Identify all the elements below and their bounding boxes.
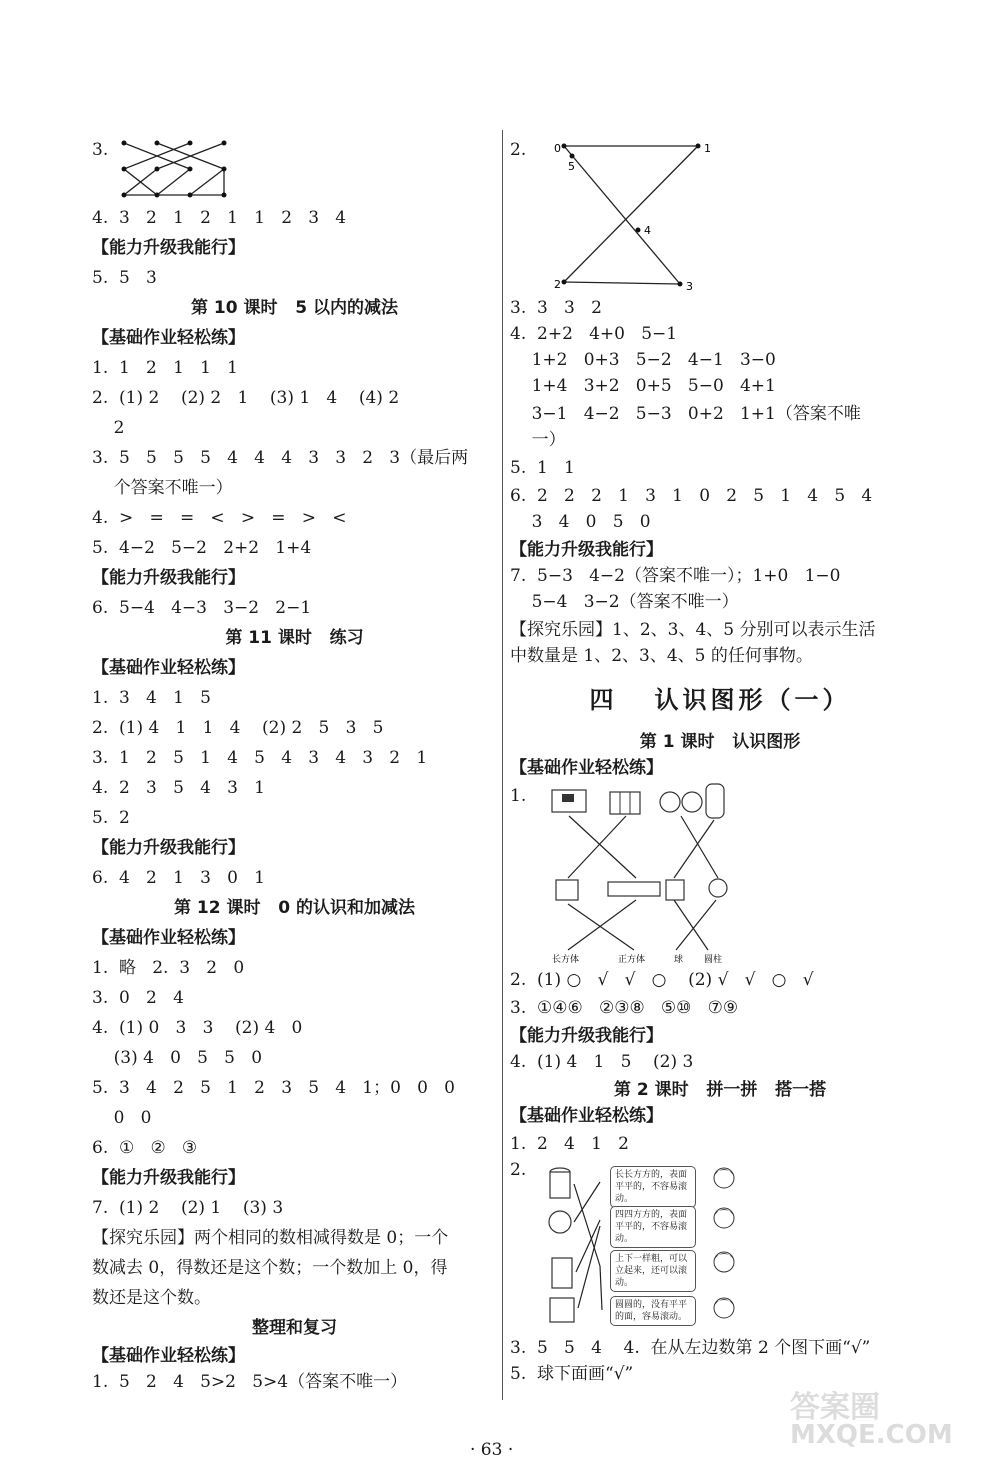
label-cube: 正方体 <box>618 955 646 965</box>
explore-line-2: 数减去 0，得数还是这个数；一个数加上 0，得 <box>92 1258 448 1278</box>
explore-line-1: 【探究乐园】两个相同的数相减得数是 0；一个 <box>92 1228 449 1248</box>
section-basic: 【基础作业轻松练】 <box>510 758 663 778</box>
answer-5: 5. 3 4 2 5 1 2 3 5 4 1；0 0 0 <box>92 1078 455 1098</box>
section-ability: 【能力升级我能行】 <box>92 568 245 588</box>
answer-4: 4. 3 2 1 2 1 1 2 3 4 <box>92 208 347 228</box>
answer-4-cont: (3) 4 0 5 5 0 <box>92 1048 263 1068</box>
explore-line-2: 中数量是 1、2、3、4、5 的任何事物。 <box>510 646 813 666</box>
point-label: 2 <box>554 278 561 291</box>
lesson-12-title: 第 12 课时 0 的认识和加减法 <box>174 898 415 918</box>
point-label: 5 <box>568 160 575 173</box>
answer-3: 3. 5 5 5 5 4 4 4 3 3 2 3（最后两 <box>92 448 469 468</box>
answer-6: 6. ① ② ③ <box>92 1138 198 1158</box>
section-basic: 【基础作业轻松练】 <box>510 1106 663 1126</box>
answer-2-label: 2. <box>510 1160 527 1180</box>
answer-2-cont: 2 <box>92 418 125 438</box>
answer-3-cont: 个答案不唯一） <box>92 478 233 498</box>
answer-5: 5. 球下面画“√” <box>510 1364 634 1384</box>
explore-line-3: 数还是这个数。 <box>92 1288 211 1308</box>
answer-1: 1. 2 4 1 2 <box>510 1134 629 1154</box>
answer-4: 4. 2+2 4+0 5−1 <box>510 324 678 344</box>
answer-3: 3. 1 2 5 1 4 5 4 3 4 3 2 1 <box>92 748 428 768</box>
shape-matching-figure <box>546 780 736 966</box>
answer-4-cont: 3−1 4−2 5−3 0+2 1+1（答案不唯 <box>510 404 861 424</box>
page-number: · 63 · <box>470 1440 514 1460</box>
section-ability: 【能力升级我能行】 <box>92 1168 245 1188</box>
section-ability: 【能力升级我能行】 <box>92 838 245 858</box>
answer-3: 3. ①④⑥ ②③⑧ ⑤⑩ ⑦⑨ <box>510 998 739 1018</box>
point-label: 1 <box>704 142 711 155</box>
speech-bubble: 四四方方的，表面平平的，不容易滚动。 <box>610 1206 696 1248</box>
lesson-11-title: 第 11 课时 练习 <box>225 628 364 648</box>
explore-line-1: 【探究乐园】1、2、3、4、5 分别可以表示生活 <box>510 620 876 640</box>
answer-3: 3. 0 2 4 <box>92 988 184 1008</box>
lesson-1-title: 第 1 课时 认识图形 <box>639 732 801 752</box>
answer-2: 2. (1) ○ √ √ ○ (2) √ √ ○ √ <box>510 970 814 990</box>
watermark-url: MXQE.COM <box>790 1420 953 1450</box>
answer-5: 5. 5 3 <box>92 268 157 288</box>
answer-4: 4. (1) 4 1 5 (2) 3 <box>510 1052 694 1072</box>
label-sphere: 球 <box>674 955 684 965</box>
section-basic: 【基础作业轻松练】 <box>92 658 245 678</box>
answer-6: 6. 4 2 1 3 0 1 <box>92 868 265 888</box>
section-basic: 【基础作业轻松练】 <box>92 1346 245 1366</box>
speech-bubble: 长长方方的，表面平平的，不容易滚动。 <box>610 1166 696 1208</box>
answer-2-label: 2. <box>510 140 527 160</box>
answer-2: 2. (1) 2 (2) 2 1 (3) 1 4 (4) 2 <box>92 388 400 408</box>
answer-5: 5. 1 1 <box>510 458 575 478</box>
answer-2: 2. (1) 4 1 1 4 (2) 2 5 3 5 <box>92 718 384 738</box>
column-divider <box>502 130 503 1400</box>
answer-1-2: 1. 略 2. 3 2 0 <box>92 958 245 978</box>
speech-bubble: 上下一样粗，可以立起来，还可以滚动。 <box>610 1250 696 1292</box>
girl-avatars <box>706 1162 746 1332</box>
answer-7: 7. (1) 2 (2) 1 (3) 3 <box>92 1198 284 1218</box>
chapter-title: 四 认识图形（一） <box>589 686 851 714</box>
answer-3-4: 3. 5 5 4 4. 在从左边数第 2 个图下画“√” <box>510 1338 871 1358</box>
label-cuboid: 长方体 <box>552 955 580 965</box>
answer-7-cont: 5−4 3−2（答案不唯一） <box>510 592 739 612</box>
answer-6-cont: 3 4 0 5 0 <box>510 512 651 532</box>
answer-1: 1. 3 4 1 5 <box>92 688 211 708</box>
answer-4-cont: 1+4 3+2 0+5 5−0 4+1 <box>510 376 776 396</box>
point-label: 3 <box>686 280 693 293</box>
answer-6: 6. 2 2 2 1 3 1 0 2 5 1 4 5 4 <box>510 486 873 506</box>
answer-5: 5. 2 <box>92 808 130 828</box>
lesson-10-title: 第 10 课时 5 以内的减法 <box>191 298 398 318</box>
watermark-logo: 答案圈 <box>790 1390 880 1425</box>
answer-5: 5. 4−2 5−2 2+2 1+4 <box>92 538 312 558</box>
answer-4: 4. 2 3 5 4 3 1 <box>92 778 265 798</box>
answer-4: 4. > = = < > = > < <box>92 508 347 528</box>
connect-dots-figure <box>550 136 730 296</box>
section-ability: 【能力升级我能行】 <box>92 238 245 258</box>
answer-3-label: 3. <box>92 140 109 160</box>
answer-1-label: 1. <box>510 786 527 806</box>
dot-matching-figure <box>120 135 230 201</box>
point-label: 0 <box>554 142 561 155</box>
answer-4-cont: 1+2 0+3 5−2 4−1 3−0 <box>510 350 776 370</box>
answer-1: 1. 1 2 1 1 1 <box>92 358 238 378</box>
review-title: 整理和复习 <box>252 1318 337 1338</box>
answer-4-cont: 一） <box>510 430 566 450</box>
section-ability: 【能力升级我能行】 <box>510 540 663 560</box>
label-cylinder: 圆柱 <box>704 955 723 965</box>
answer-6: 6. 5−4 4−3 3−2 2−1 <box>92 598 312 618</box>
answer-4: 4. (1) 0 3 3 (2) 4 0 <box>92 1018 303 1038</box>
point-label: 4 <box>644 224 651 237</box>
section-ability: 【能力升级我能行】 <box>510 1026 663 1046</box>
section-basic: 【基础作业轻松练】 <box>92 928 245 948</box>
answer-3: 3. 3 3 2 <box>510 298 602 318</box>
section-basic: 【基础作业轻松练】 <box>92 328 245 348</box>
answer-7: 7. 5−3 4−2（答案不唯一）；1+0 1−0 <box>510 566 841 586</box>
answer-5-cont: 0 0 <box>92 1108 152 1128</box>
speech-bubble: 圆圆的，没有平平的面，容易滚动。 <box>610 1296 696 1326</box>
lesson-2-title: 第 2 课时 拼一拼 搭一搭 <box>613 1080 827 1100</box>
answer-1: 1. 5 2 4 5>2 5>4（答案不唯一） <box>92 1372 408 1392</box>
